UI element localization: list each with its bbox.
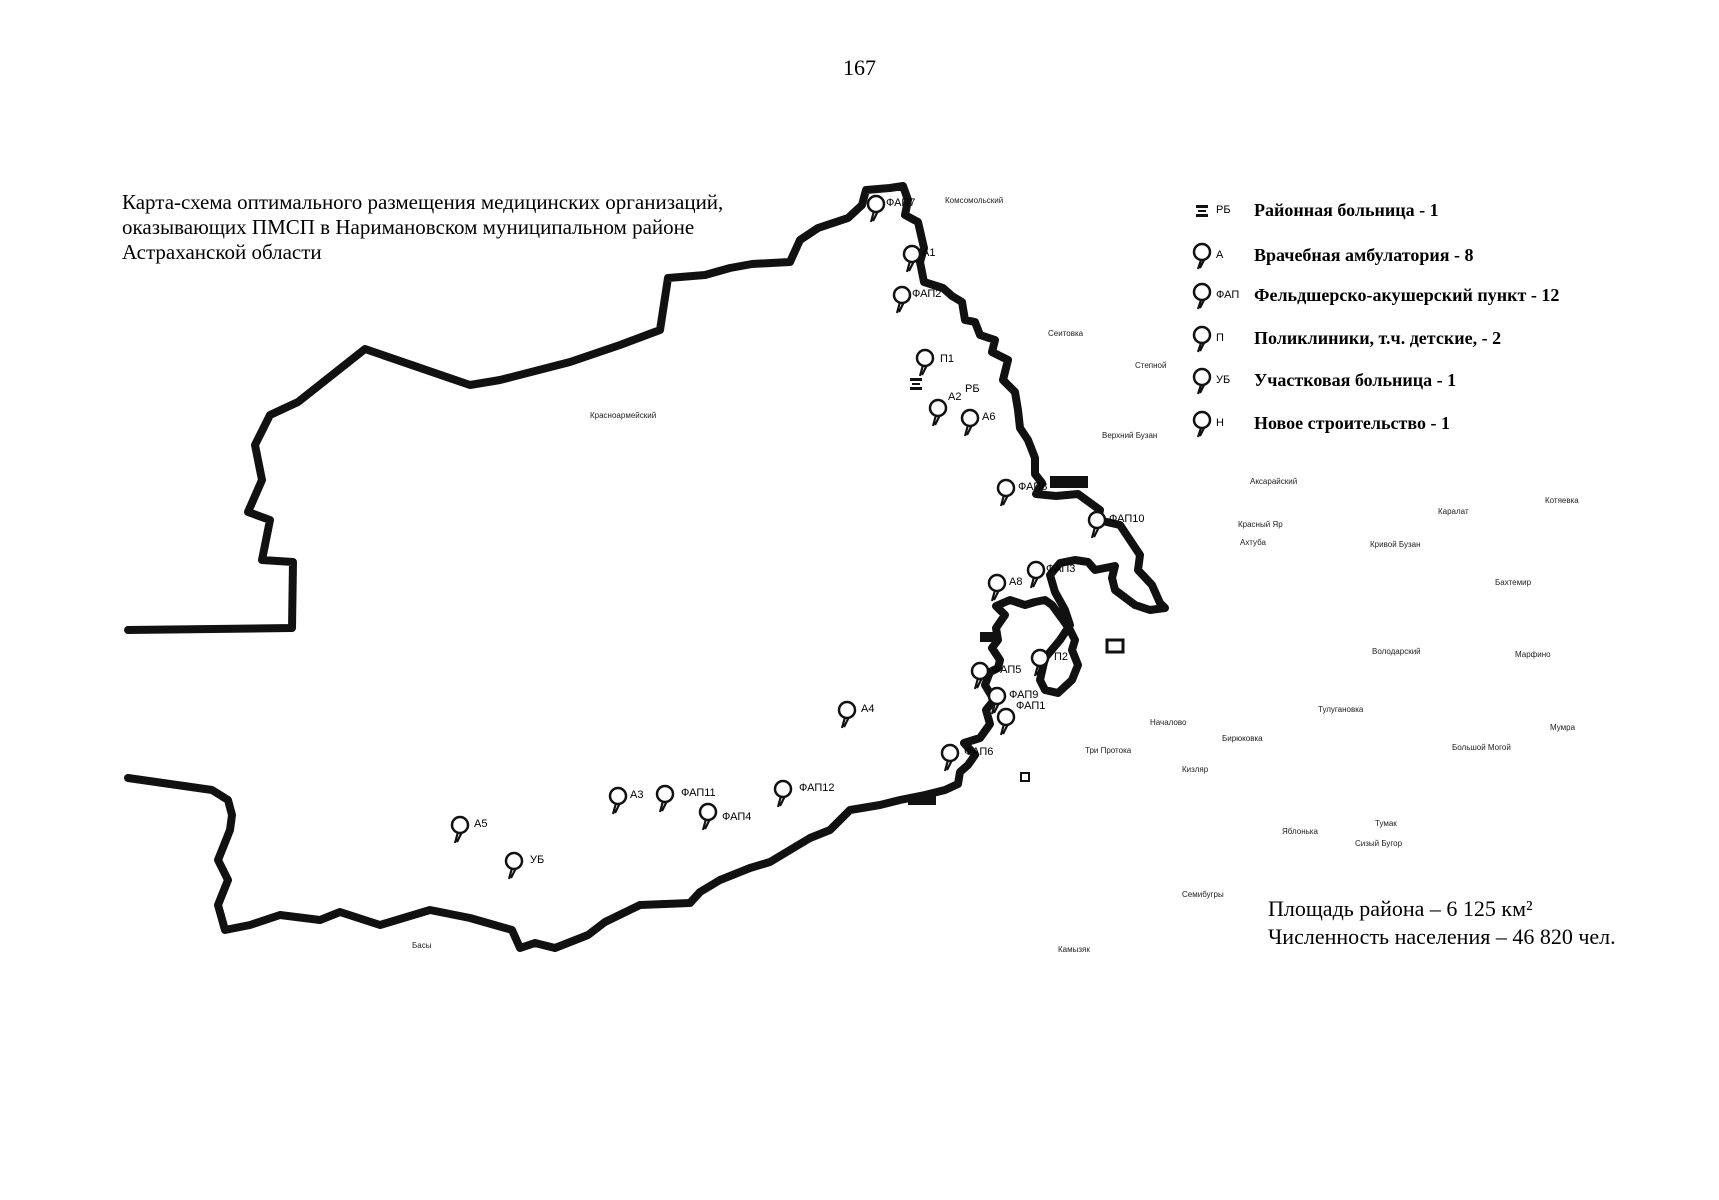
marker-label: РБ — [965, 383, 980, 395]
legend-code: П — [1216, 332, 1224, 344]
pin-icon — [868, 196, 884, 222]
legend-item — [1190, 280, 1559, 310]
pin-icon — [452, 817, 468, 843]
place-name: Красный Яр — [1238, 520, 1283, 529]
marker-label: ФАП5 — [992, 664, 1022, 676]
pin-icon — [1028, 562, 1044, 588]
marker-label: ФАП7 — [886, 197, 916, 209]
place-name: Камызяк — [1058, 945, 1090, 954]
pin-icon — [1190, 365, 1216, 395]
pin-icon — [930, 400, 946, 426]
legend-item — [1190, 365, 1456, 395]
marker-label: П1 — [940, 353, 955, 365]
legend-label: Новое строительство - 1 — [1254, 412, 1450, 433]
marker-label: ФАП9 — [1009, 689, 1039, 701]
legend-code: Н — [1216, 417, 1224, 429]
pin-icon — [989, 575, 1005, 601]
marker-label: А5 — [474, 818, 488, 830]
marker-label: ФАП10 — [1109, 513, 1145, 525]
legend-code: РБ — [1216, 204, 1231, 216]
legend-code: УБ — [1216, 374, 1231, 386]
marker-label: ФАП6 — [964, 746, 994, 758]
place-name: Кривой Бузан — [1370, 540, 1421, 549]
place-name: Степной — [1135, 361, 1167, 370]
legend-code: ФАП — [1216, 289, 1240, 301]
place-name: Бахтемир — [1495, 578, 1532, 587]
pin-icon — [700, 804, 716, 830]
place-name: Три Протока — [1085, 746, 1132, 755]
place-name: Яблонька — [1282, 827, 1318, 836]
place-name: Марфино — [1515, 650, 1551, 659]
legend-code: А — [1216, 249, 1224, 261]
pin-icon — [1190, 408, 1216, 438]
road-shield — [908, 795, 936, 805]
marker-label: ФАП2 — [912, 288, 942, 300]
legend-label: Районная больница - 1 — [1254, 199, 1439, 220]
district-area: Площадь района – 6 125 км² — [1268, 896, 1533, 921]
legend-item — [1190, 323, 1501, 353]
road-shield — [1107, 640, 1123, 652]
district-hospital-marker — [910, 378, 922, 390]
place-name: Началово — [1150, 718, 1187, 727]
pin-icon — [1190, 240, 1216, 270]
legend-label: Фельдшерско-акушерский пункт - 12 — [1254, 284, 1560, 305]
place-name: Тумак — [1375, 819, 1397, 828]
place-name: Котяевка — [1545, 496, 1579, 505]
district-population: Численность населения – 46 820 чел. — [1268, 924, 1616, 949]
pin-icon — [610, 788, 626, 814]
district-hospital-icon — [1190, 195, 1216, 225]
place-name: Кизляр — [1182, 765, 1209, 774]
legend-label: Участковая больница - 1 — [1254, 369, 1457, 390]
marker-label: УБ — [530, 854, 545, 866]
pin-icon — [839, 702, 855, 728]
place-name: Бирюковка — [1222, 734, 1263, 743]
legend-label: Поликлиники, т.ч. детские, - 2 — [1254, 327, 1502, 348]
place-name: Большой Могой — [1452, 743, 1511, 752]
marker-label: ФАП3 — [1046, 563, 1076, 575]
page-number: 167 — [843, 55, 876, 80]
pin-icon — [962, 410, 978, 436]
place-name: Сеитовка — [1048, 329, 1084, 338]
legend-item — [1190, 240, 1474, 270]
place-name: Семибугры — [1182, 890, 1224, 899]
marker-label: ФАП12 — [799, 782, 835, 794]
pin-icon — [657, 786, 673, 812]
pin-icon — [506, 853, 522, 879]
pin-icon — [894, 287, 910, 313]
district-stats — [1268, 895, 1616, 951]
pin-icon — [1089, 512, 1105, 538]
pin-icon — [1190, 280, 1216, 310]
place-name: Аксарайский — [1250, 477, 1298, 486]
place-name: Каралат — [1438, 507, 1469, 516]
pin-icon — [998, 709, 1014, 735]
place-name: Басы — [412, 941, 432, 950]
marker-label: А8 — [1009, 576, 1023, 588]
marker-label: П2 — [1054, 651, 1069, 663]
marker-label: ФАП4 — [722, 811, 752, 823]
pin-icon — [1190, 323, 1216, 353]
marker-label: ФАП1 — [1016, 700, 1046, 712]
pin-icon — [917, 350, 933, 376]
place-name: Комсомольский — [945, 196, 1004, 205]
legend-item — [1190, 195, 1439, 225]
pin-icon — [942, 745, 958, 771]
marker-label: А4 — [861, 703, 875, 715]
marker-label: А3 — [630, 789, 644, 801]
legend-item — [1190, 408, 1450, 438]
pin-icon — [775, 781, 791, 807]
pin-icon — [998, 480, 1014, 506]
legend-label: Врачебная амбулатория - 8 — [1254, 244, 1474, 265]
marker-label: А1 — [922, 247, 936, 259]
place-name: Тулугановка — [1318, 705, 1364, 714]
place-name: Красноармейский — [590, 411, 657, 420]
road-shield — [980, 632, 994, 642]
marker-label: А2 — [948, 391, 962, 403]
marker-label: ФАП8 — [1018, 481, 1048, 493]
place-name: Сизый Бугор — [1355, 839, 1403, 848]
place-name: Володарский — [1372, 647, 1421, 656]
district-boundary — [128, 186, 1165, 948]
marker-label: А6 — [982, 411, 996, 423]
road-shield — [1050, 476, 1088, 488]
map-title: Карта-схема оптимального размещения медицинских организаций, оказывающих ПМСП в Наримановском муниципальном районе Астраханской области — [122, 190, 724, 264]
place-name: Ахтуба — [1240, 538, 1266, 547]
place-name: Верхний Бузан — [1102, 431, 1158, 440]
marker-label: ФАП11 — [681, 787, 716, 799]
place-name: Мумра — [1550, 723, 1576, 732]
